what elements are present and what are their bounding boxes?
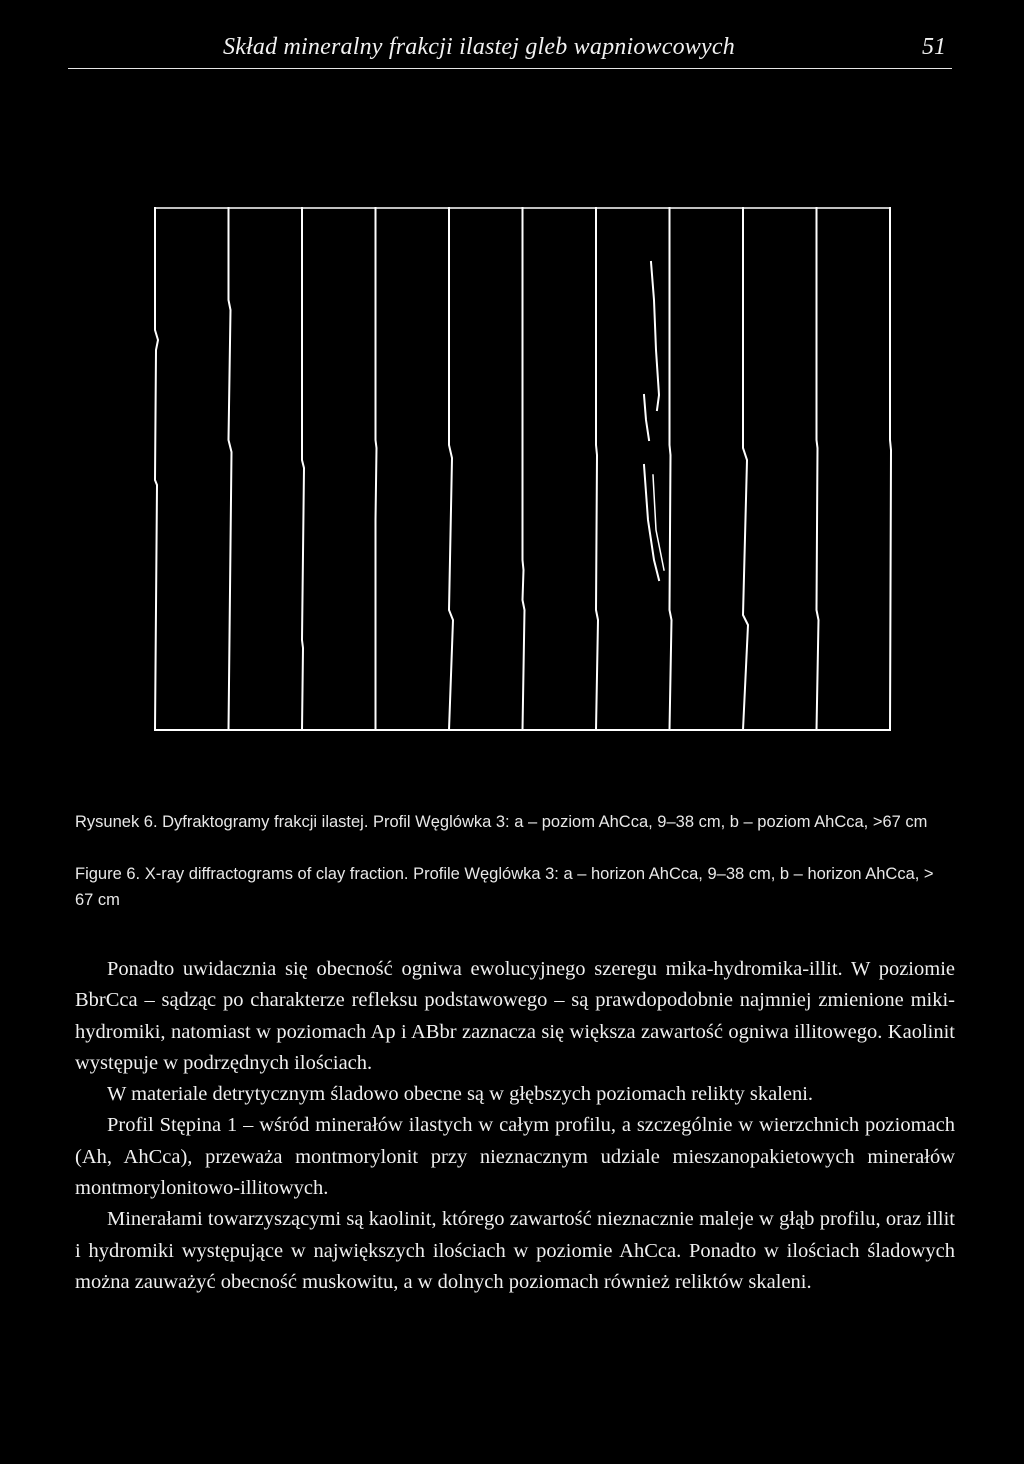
diffractogram-trace: [523, 208, 525, 730]
paragraph: Ponadto uwidacznia się obecność ogniwa ewolucyjnego szeregu mika-hydromika-illit. W poziomie BbrCca – sądząc po charakterze refleksu podstawowego – są prawdopodobnie najmniej zmienione miki-hydromiki, natomiast w poziomach Ap i ABbr zaznacza się większa zawartość ogniwa illitowego. Kaolinit występuje w podrzędnych ilościach.: [75, 958, 955, 1074]
diffractogram-trace: [743, 208, 748, 730]
diffractogram-trace: [670, 208, 672, 730]
diffraction-peak: [651, 262, 659, 410]
frame-right-line: [890, 208, 891, 730]
diffraction-peak: [644, 395, 649, 440]
paragraph: Profil Stępina 1 – wśród minerałów ilastych w całym profilu, a szczególnie w wierzchnich poziomach (Ah, AhCca), przeważa montmorylonit przy nieznacznym udziale mieszanopakietowych minerałów montmorylonitowo-illitowych.: [75, 1114, 955, 1200]
diffractogram-trace: [229, 208, 232, 730]
figure-caption-polish: Rysunek 6. Dyfraktogramy frakcji ilastej. Profil Węglówka 3: a – poziom AhCca, 9–38 cm, b – poziom AhCca, >67 cm: [75, 813, 928, 831]
diffractogram-trace: [302, 208, 304, 730]
page-number: 51: [922, 34, 946, 60]
diffractogram-trace: [449, 208, 453, 730]
figure-caption-english: Figure 6. X-ray diffractograms of clay fraction. Profile Węglówka 3: a – horizon AhCca, 9–38 cm, b – horizon AhCca, > 67 cm: [75, 865, 934, 909]
diffractogram-trace: [376, 208, 377, 730]
diffractogram-trace: [155, 208, 158, 730]
diffraction-peak: [653, 475, 664, 570]
body-text: [75, 954, 955, 1298]
paragraph: W materiale detrytycznym śladowo obecne są w głębszych poziomach relikty skaleni.: [107, 1083, 814, 1106]
diffraction-peak: [644, 465, 659, 580]
paragraph: Minerałami towarzyszącymi są kaolinit, którego zawartość nieznacznie maleje w głąb profilu, oraz illit i hydromiki występujące w największych ilościach w poziomie AhCca. Ponadto w ilościach śladowych można zauważyć obecność muskowitu, a w dolnych poziomach również reliktów skaleni.: [75, 1208, 955, 1293]
running-title: Skład mineralny frakcji ilastej gleb wapniowcowych: [223, 34, 735, 60]
diffractogram-trace: [817, 208, 819, 730]
diffractogram-trace: [596, 208, 598, 730]
